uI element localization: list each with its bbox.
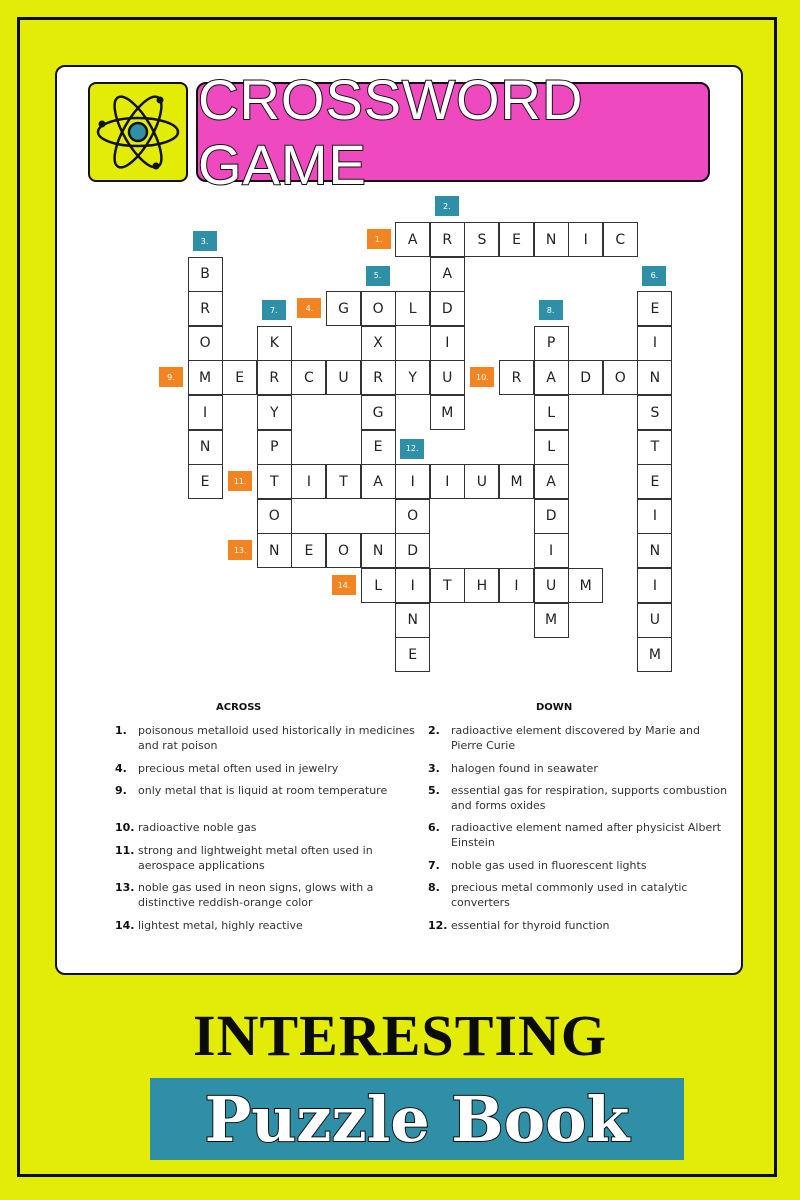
grid-cell[interactable]: C — [291, 360, 326, 395]
grid-cell[interactable]: D — [395, 533, 430, 568]
grid-cell[interactable]: X — [361, 326, 396, 361]
grid-cell[interactable]: M — [499, 464, 534, 499]
clue-text: precious metal commonly used in catalytic converters — [451, 881, 688, 909]
clue-number: 8. — [428, 881, 440, 894]
grid-cell[interactable]: N — [361, 533, 396, 568]
clue-number: 13. — [115, 881, 135, 894]
clue-text: poisonous metalloid used historically in medicines and rat poison — [138, 724, 415, 752]
book-label: Puzzle Book — [204, 1082, 630, 1156]
grid-cell[interactable]: U — [464, 464, 499, 499]
grid-cell[interactable]: I — [395, 464, 430, 499]
clue-number: 4. — [115, 762, 127, 775]
grid-cell[interactable]: M — [534, 603, 569, 638]
grid-cell[interactable]: B — [188, 257, 223, 292]
clue-item — [115, 761, 415, 776]
grid-cell[interactable]: E — [637, 464, 672, 499]
grid-cell[interactable]: S — [637, 395, 672, 430]
book-label-banner — [150, 1078, 684, 1160]
grid-cell[interactable]: M — [568, 568, 603, 603]
grid-cell[interactable]: I — [395, 568, 430, 603]
clue-number-tag: 7. — [262, 300, 286, 320]
grid-cell[interactable]: A — [534, 360, 569, 395]
grid-cell[interactable]: P — [257, 430, 292, 465]
across-heading: ACROSS — [216, 702, 262, 713]
clue-number-tag: 4. — [297, 298, 321, 318]
grid-cell[interactable]: D — [534, 499, 569, 534]
subtitle-text: INTERESTING — [193, 1003, 607, 1068]
grid-cell[interactable]: E — [222, 360, 257, 395]
grid-cell[interactable]: E — [637, 291, 672, 326]
clue-text: essential for thyroid function — [451, 919, 610, 932]
grid-cell[interactable]: I — [188, 395, 223, 430]
grid-cell[interactable]: A — [430, 257, 465, 292]
grid-cell[interactable]: U — [637, 603, 672, 638]
clue-number-tag: 6. — [642, 266, 666, 286]
clue-number: 14. — [115, 919, 135, 932]
grid-cell[interactable]: L — [534, 395, 569, 430]
grid-cell[interactable]: L — [361, 568, 396, 603]
clue-number-tag: 11. — [228, 471, 252, 491]
clue-number: 6. — [428, 821, 440, 834]
grid-cell[interactable]: Y — [257, 395, 292, 430]
clue-text: radioactive noble gas — [138, 821, 257, 834]
grid-cell[interactable]: R — [257, 360, 292, 395]
grid-cell[interactable]: T — [257, 464, 292, 499]
clue-item — [428, 820, 728, 850]
clue-number-tag: 13. — [228, 540, 252, 560]
clue-text: lightest metal, highly reactive — [138, 919, 303, 932]
page-title: CROSSWORD GAME — [198, 68, 584, 196]
grid-cell[interactable]: G — [326, 291, 361, 326]
grid-cell[interactable]: N — [534, 222, 569, 257]
clue-number: 2. — [428, 724, 440, 737]
grid-cell[interactable]: O — [603, 360, 638, 395]
clue-number: 7. — [428, 859, 440, 872]
clue-text: radioactive element discovered by Marie and Pierre Curie — [451, 724, 700, 752]
clue-number-tag: 12. — [400, 439, 424, 459]
grid-cell[interactable]: E — [499, 222, 534, 257]
clue-item — [428, 858, 728, 873]
grid-cell[interactable]: R — [499, 360, 534, 395]
grid-cell[interactable]: A — [361, 464, 396, 499]
grid-cell[interactable]: E — [361, 430, 396, 465]
grid-cell[interactable]: P — [534, 326, 569, 361]
clue-text: noble gas used in neon signs, glows with a distinctive reddish-orange color — [138, 881, 374, 909]
grid-cell[interactable]: M — [637, 637, 672, 672]
grid-cell[interactable]: D — [568, 360, 603, 395]
clue-text: precious metal often used in jewelry — [138, 762, 339, 775]
clue-number: 10. — [115, 821, 135, 834]
grid-cell[interactable]: U — [430, 360, 465, 395]
clue-text: only metal that is liquid at room temperature — [138, 784, 388, 797]
grid-cell[interactable]: L — [395, 291, 430, 326]
grid-cell[interactable]: K — [257, 326, 292, 361]
clue-item — [428, 723, 728, 753]
clue-text: halogen found in seawater — [451, 762, 598, 775]
grid-cell[interactable]: H — [464, 568, 499, 603]
clue-number-tag: 5. — [366, 266, 390, 286]
grid-cell[interactable]: C — [603, 222, 638, 257]
grid-cell[interactable]: A — [534, 464, 569, 499]
grid-cell[interactable]: E — [291, 533, 326, 568]
grid-cell[interactable]: R — [361, 360, 396, 395]
clue-number-tag: 8. — [539, 300, 563, 320]
grid-cell[interactable]: T — [637, 430, 672, 465]
grid-cell[interactable]: I — [291, 464, 326, 499]
grid-cell[interactable]: O — [361, 291, 396, 326]
clue-item — [115, 723, 415, 753]
clue-text: radioactive element named after physicist Albert Einstein — [451, 821, 722, 849]
clue-number-tag: 9. — [159, 367, 183, 387]
clue-number: 12. — [428, 919, 448, 932]
grid-cell[interactable]: E — [188, 464, 223, 499]
grid-cell[interactable]: M — [188, 360, 223, 395]
grid-cell[interactable]: I — [637, 568, 672, 603]
clue-number-tag: 2. — [435, 196, 459, 216]
clue-item — [115, 820, 415, 835]
grid-cell[interactable]: E — [395, 637, 430, 672]
clue-number: 9. — [115, 784, 127, 797]
clue-item — [115, 783, 415, 798]
grid-cell[interactable]: O — [188, 326, 223, 361]
clue-item — [115, 918, 415, 933]
clue-item — [115, 843, 415, 873]
clue-text: noble gas used in fluorescent lights — [451, 859, 647, 872]
clue-item — [428, 880, 728, 910]
grid-cell[interactable]: S — [464, 222, 499, 257]
clue-number-tag: 3. — [193, 231, 217, 251]
down-heading: DOWN — [536, 702, 573, 713]
grid-cell[interactable]: Y — [395, 360, 430, 395]
clue-item — [428, 783, 728, 813]
grid-cell[interactable]: I — [499, 568, 534, 603]
grid-cell[interactable]: I — [430, 326, 465, 361]
clue-number: 1. — [115, 724, 127, 737]
grid-cell[interactable]: M — [430, 395, 465, 430]
grid-cell[interactable]: O — [326, 533, 361, 568]
grid-cell[interactable]: T — [326, 464, 361, 499]
clue-item — [428, 761, 728, 776]
grid-cell[interactable]: L — [534, 430, 569, 465]
grid-cell[interactable]: I — [568, 222, 603, 257]
clue-number: 3. — [428, 762, 440, 775]
grid-cell[interactable]: I — [430, 464, 465, 499]
grid-cell[interactable]: R — [430, 222, 465, 257]
clue-number: 5. — [428, 784, 440, 797]
grid-cell[interactable]: N — [188, 430, 223, 465]
grid-cell[interactable]: G — [361, 395, 396, 430]
clue-number: 11. — [115, 844, 135, 857]
grid-cell[interactable]: N — [637, 533, 672, 568]
grid-cell[interactable]: A — [395, 222, 430, 257]
grid-cell[interactable]: N — [257, 533, 292, 568]
grid-cell[interactable]: U — [326, 360, 361, 395]
grid-cell[interactable]: O — [257, 499, 292, 534]
clue-number-tag: 14. — [332, 575, 356, 595]
grid-cell[interactable]: N — [395, 603, 430, 638]
grid-cell[interactable]: T — [430, 568, 465, 603]
clue-item — [428, 918, 728, 933]
clue-text: essential gas for respiration, supports combustion and forms oxides — [451, 784, 728, 812]
grid-cell[interactable]: I — [637, 499, 672, 534]
grid-cell[interactable]: I — [637, 326, 672, 361]
grid-cell[interactable]: U — [534, 568, 569, 603]
grid-cell[interactable]: N — [637, 360, 672, 395]
clue-item — [115, 880, 415, 910]
clue-text: strong and lightweight metal often used in aerospace applications — [138, 844, 373, 872]
grid-cell[interactable]: O — [395, 499, 430, 534]
grid-cell[interactable]: D — [430, 291, 465, 326]
clue-number-tag: 10. — [470, 367, 494, 387]
clue-number-tag: 1. — [367, 229, 391, 249]
grid-cell[interactable]: R — [188, 291, 223, 326]
grid-cell[interactable]: I — [534, 533, 569, 568]
